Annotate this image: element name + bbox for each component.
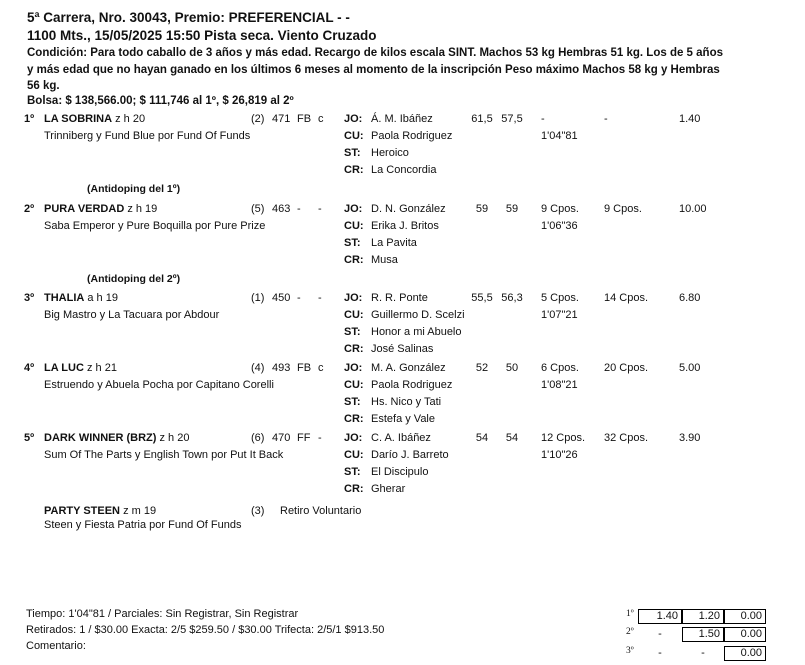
entry-horse-name: LA LUC z h 21 — [44, 362, 117, 374]
entry-horse-info: z h 20 — [112, 113, 146, 125]
entry-cr: José Salinas — [371, 343, 434, 355]
entry-distance: - — [541, 113, 545, 125]
entry-horse-name: THALIA a h 19 — [44, 292, 118, 304]
entry-cu: Erika J. Britos — [371, 220, 439, 232]
footer-tiempo: Tiempo: 1'04"81 / Parciales: Sin Registrar, Sin Registrar — [26, 608, 299, 620]
label-cu: CU: — [344, 309, 364, 321]
label-jo: JO: — [344, 113, 363, 125]
entry-weight: 463 — [272, 203, 291, 215]
label-cr: CR: — [344, 164, 364, 176]
race-subtitle: 1100 Mts., 15/05/2025 15:50 Pista seca. Viento Cruzado — [27, 28, 377, 43]
entry-st: Honor a mi Abuelo — [371, 326, 462, 338]
label-st: ST: — [344, 396, 361, 408]
entry-odds: 6.80 — [679, 292, 701, 304]
entry-st: Hs. Nico y Tati — [371, 396, 442, 408]
entry-weight-carried: 56,3 — [501, 292, 523, 304]
race-purse: Bolsa: $ 138,566.00; $ 111,746 al 1º, $ 26,819 al 2º — [27, 95, 294, 107]
payout-show: 0.00 — [724, 627, 766, 642]
entry-accumulated: 9 Cpos. — [604, 203, 642, 215]
entry-antidoping: (Antidoping del 2º) — [87, 273, 181, 285]
entry-distance: 6 Cpos. — [541, 362, 579, 374]
label-cr: CR: — [344, 413, 364, 425]
label-cu: CU: — [344, 220, 364, 232]
label-st: ST: — [344, 237, 361, 249]
entry-weight-assigned: 59 — [475, 203, 489, 215]
entry-horse-info: a h 19 — [84, 292, 118, 304]
entry-horse-info: z h 20 — [156, 432, 190, 444]
entry-weight-carried: 50 — [505, 362, 519, 374]
entry-horse-name: LA SOBRINA z h 20 — [44, 113, 146, 125]
entry-weight-assigned: 54 — [475, 432, 489, 444]
entry-weight: 450 — [272, 292, 291, 304]
entry-post: (5) — [251, 203, 265, 215]
entry-distance: 12 Cpos. — [541, 432, 586, 444]
footer-comentario: Comentario: — [26, 640, 86, 652]
entry-weight-assigned: 52 — [475, 362, 489, 374]
label-jo: JO: — [344, 203, 363, 215]
entry-st: La Pavita — [371, 237, 417, 249]
entry-accumulated: - — [604, 113, 608, 125]
entry-cr: Gherar — [371, 483, 406, 495]
entry-cr: Musa — [371, 254, 398, 266]
entry-time: 1'04"81 — [541, 130, 578, 142]
race-condition: Condición: Para todo caballo de 3 años y más edad. Recargo de kilos escala SINT. Machos 53 kg Hembras 51 kg. Los de 5 años y más edad que no hayan ganado en los últimos 6 meses al momento de la inscripción Peso máximo Machos 58 kg y Hembras 56 kg. — [27, 47, 723, 92]
entry-position: 1º — [24, 113, 35, 125]
label-cu: CU: — [344, 449, 364, 461]
payout-place-pay: 1.50 — [682, 627, 724, 642]
entry-time: 1'10"26 — [541, 449, 578, 461]
entry-weight-carried: 54 — [505, 432, 519, 444]
entry-horse-name: DARK WINNER (BRZ) z h 20 — [44, 432, 190, 444]
entry-weight-carried: 57,5 — [501, 113, 523, 125]
entry-position: 5º — [24, 432, 35, 444]
scratched-status: Retiro Voluntario — [280, 505, 362, 517]
entry-horse-info: z h 21 — [83, 362, 117, 374]
entry-horse-name: PURA VERDAD z h 19 — [44, 203, 158, 215]
payout-win: - — [658, 628, 662, 640]
entry-pedigree: Trinniberg y Fund Blue por Fund Of Funds — [44, 130, 251, 142]
entry-jo: D. N. González — [371, 203, 446, 215]
payout-place: 2º — [626, 627, 634, 637]
entry-post: (4) — [251, 362, 265, 374]
entry-distance: 9 Cpos. — [541, 203, 579, 215]
entry-medication: FB — [297, 113, 312, 125]
entry-weight-assigned: 61,5 — [471, 113, 493, 125]
label-cu: CU: — [344, 130, 364, 142]
entry-post: (2) — [251, 113, 265, 125]
entry-medication: - — [297, 292, 301, 304]
entry-post: (1) — [251, 292, 265, 304]
entry-extra: c — [318, 113, 324, 125]
entry-pedigree: Estruendo y Abuela Pocha por Capitano Corelli — [44, 379, 274, 391]
label-cr: CR: — [344, 343, 364, 355]
entry-extra: c — [318, 362, 324, 374]
entry-horse-info: z h 19 — [124, 203, 158, 215]
entry-weight: 471 — [272, 113, 291, 125]
payout-place: 3º — [626, 646, 634, 656]
entry-st: Heroico — [371, 147, 409, 159]
entry-weight: 493 — [272, 362, 291, 374]
entry-extra: - — [318, 292, 322, 304]
footer-retirados: Retirados: 1 / $30.00 Exacta: 2/5 $259.50 / $30.00 Trifecta: 2/5/1 $913.50 — [26, 624, 385, 636]
scratched-name: PARTY STEEN z m 19 — [44, 505, 157, 517]
race-title: 5ª Carrera, Nro. 30043, Premio: PREFERENCIAL - - — [27, 10, 350, 25]
entry-odds: 10.00 — [679, 203, 707, 215]
entry-antidoping: (Antidoping del 1º) — [87, 183, 181, 195]
label-jo: JO: — [344, 432, 363, 444]
label-cu: CU: — [344, 379, 364, 391]
entry-cu: Paola Rodriguez — [371, 130, 453, 142]
label-st: ST: — [344, 326, 361, 338]
entry-accumulated: 14 Cpos. — [604, 292, 649, 304]
label-cr: CR: — [344, 483, 364, 495]
payout-place: 1º — [626, 609, 634, 619]
entry-jo: M. A. González — [371, 362, 446, 374]
entry-cr: La Concordia — [371, 164, 437, 176]
entry-cu: Darío J. Barreto — [371, 449, 449, 461]
entry-post: (6) — [251, 432, 265, 444]
entry-weight-assigned: 55,5 — [471, 292, 493, 304]
entry-medication: FF — [297, 432, 311, 444]
entry-jo: R. R. Ponte — [371, 292, 428, 304]
entry-odds: 1.40 — [679, 113, 701, 125]
entry-jo: C. A. Ibáñez — [371, 432, 431, 444]
payout-place-pay: 1.20 — [682, 609, 724, 624]
entry-position: 4º — [24, 362, 35, 374]
payout-win: - — [658, 647, 662, 659]
entry-medication: FB — [297, 362, 312, 374]
entry-time: 1'06"36 — [541, 220, 578, 232]
label-jo: JO: — [344, 292, 363, 304]
scratched-post: (3) — [251, 505, 265, 517]
entry-position: 3º — [24, 292, 35, 304]
label-st: ST: — [344, 466, 361, 478]
entry-odds: 5.00 — [679, 362, 701, 374]
entry-pedigree: Big Mastro y La Tacuara por Abdour — [44, 309, 220, 321]
scratched-pedigree: Steen y Fiesta Patria por Fund Of Funds — [44, 519, 242, 531]
entry-cu: Guillermo D. Scelzi — [371, 309, 465, 321]
entry-time: 1'08"21 — [541, 379, 578, 391]
entry-extra: - — [318, 203, 322, 215]
entry-pedigree: Saba Emperor y Pure Boquilla por Pure Prize — [44, 220, 266, 232]
entry-time: 1'07"21 — [541, 309, 578, 321]
payout-show: 0.00 — [724, 646, 766, 661]
entry-position: 2º — [24, 203, 35, 215]
entry-accumulated: 20 Cpos. — [604, 362, 649, 374]
payout-show: 0.00 — [724, 609, 766, 624]
entry-weight-carried: 59 — [505, 203, 519, 215]
entry-weight: 470 — [272, 432, 291, 444]
label-st: ST: — [344, 147, 361, 159]
entry-distance: 5 Cpos. — [541, 292, 579, 304]
entry-cu: Paola Rodriguez — [371, 379, 453, 391]
entry-pedigree: Sum Of The Parts y English Town por Put It Back — [44, 449, 284, 461]
label-cr: CR: — [344, 254, 364, 266]
entry-accumulated: 32 Cpos. — [604, 432, 649, 444]
entry-st: El Discipulo — [371, 466, 429, 478]
payout-place-pay: - — [701, 647, 705, 659]
label-jo: JO: — [344, 362, 363, 374]
entry-jo: Á. M. Ibáñez — [371, 113, 433, 125]
entry-medication: - — [297, 203, 301, 215]
entry-extra: - — [318, 432, 322, 444]
entry-cr: Estefa y Vale — [371, 413, 435, 425]
entry-odds: 3.90 — [679, 432, 701, 444]
payout-win: 1.40 — [638, 609, 682, 624]
